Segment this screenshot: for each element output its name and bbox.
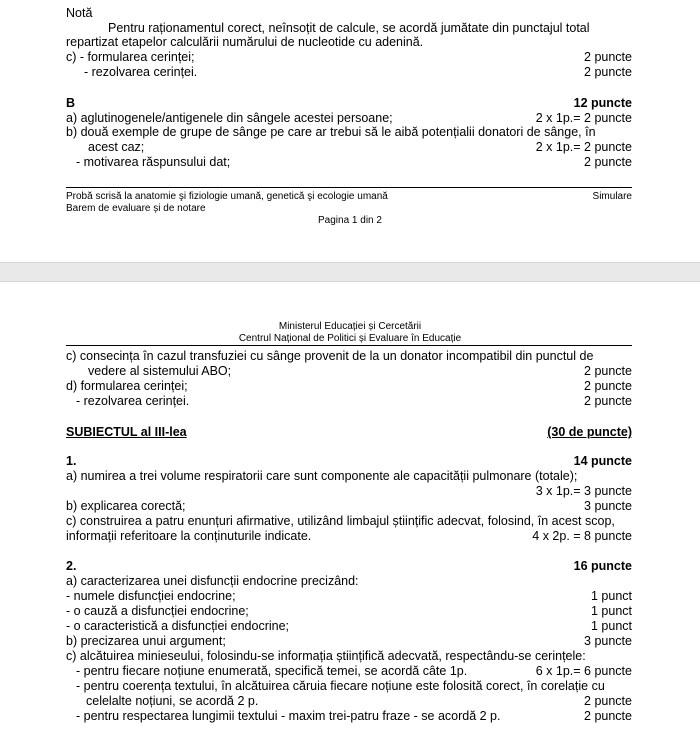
header-center: Centrul Național de Politici și Evaluare în Educație xyxy=(238,333,462,344)
nota-line-1: Pentru raționamentul corect, neînsoțit de calcule, se acordă jumătate din punctajul total xyxy=(108,21,590,35)
s1c-points: 4 x 2p. = 8 puncte xyxy=(532,529,632,543)
s1a-line: a) numirea a trei volume respiratorii care sunt componente ale capacității pulmonare (totale); xyxy=(66,469,578,483)
d-rezolvare-points: 2 puncte xyxy=(584,394,632,408)
s1-number: 1. xyxy=(66,454,77,468)
s2b-label: b) precizarea unui argument; xyxy=(66,634,226,648)
b-b-points: 2 x 1p.= 2 puncte xyxy=(535,140,632,154)
s1c-line-2: informații referitoare la conținuturile indicate. xyxy=(66,529,312,543)
s2c3-points: 2 puncte xyxy=(584,709,632,723)
s2a2-points: 1 punct xyxy=(590,604,632,618)
d-rezolvare-label: - rezolvarea cerinței. xyxy=(76,394,190,408)
footer-exam-title: Probă scrisă la anatomie şi fiziologie umană, genetică şi ecologie umană xyxy=(66,191,388,202)
c-consecinta-line-1: c) consecința în cazul transfuziei cu sânge provenit de la un donator incompatibil din punctul de xyxy=(66,349,594,363)
page-separator xyxy=(0,262,700,282)
header-divider xyxy=(66,345,632,346)
s2a3-label: - o caracteristică a disfuncției endocrine; xyxy=(66,619,290,633)
s2a3-points: 1 punct xyxy=(590,619,632,633)
nota-line-2: repartizat etapelor calculării numărului de nucleotide cu adenină. xyxy=(66,35,424,49)
b-b-line-2: acest caz; xyxy=(88,140,145,154)
s2c2-line-1: - pentru coerența textului, în alcătuirea căruia fiecare noțiune este folosită corect, în corelație cu xyxy=(76,679,605,693)
header-ministry: Ministerul Educației și Cercetării xyxy=(278,321,422,332)
d-formulare-label: d) formularea cerinței; xyxy=(66,379,188,393)
c-formulare-label: c) - formularea cerinței; xyxy=(66,50,195,64)
s2a1-label: - numele disfuncției endocrine; xyxy=(66,589,236,603)
b-b-line-1: b) două exemple de grupe de sânge pe care ar trebui să le aibă potențialii donatori de sânge, în xyxy=(66,125,596,139)
page-1 xyxy=(0,0,700,262)
motivare-label: - motivarea răspunsului dat; xyxy=(76,155,231,169)
s1b-label: b) explicarea corectă; xyxy=(66,499,186,513)
s2a2-label: - o cauză a disfuncției endocrine; xyxy=(66,604,249,618)
page-2 xyxy=(0,282,700,740)
d-formulare-points: 2 puncte xyxy=(584,379,632,393)
s2c2-points: 2 puncte xyxy=(584,694,632,708)
b-a-label: a) aglutinogenele/antigenele din sângele acestei persoane; xyxy=(66,111,393,125)
s2-number: 2. xyxy=(66,559,77,573)
footer-simulare: Simulare xyxy=(592,191,632,202)
s1-points: 14 puncte xyxy=(573,454,632,468)
subiect-title: SUBIECTUL al III-lea xyxy=(66,425,187,439)
motivare-points: 2 puncte xyxy=(584,155,632,169)
c-consecinta-points: 2 puncte xyxy=(584,364,632,378)
s2c1-label: - pentru fiecare noțiune enumerată, specifică temei, se acordă câte 1p. xyxy=(76,664,468,678)
c-rezolvare-points: 2 puncte xyxy=(584,65,632,79)
section-b-points: 12 puncte xyxy=(573,96,632,110)
s2a1-points: 1 punct xyxy=(590,589,632,603)
s2-points: 16 puncte xyxy=(573,559,632,573)
c-consecinta-line-2: vedere al sistemului ABO; xyxy=(88,364,232,378)
nota-title: Notă xyxy=(66,6,93,20)
s2c2-line-2: celelalte noțiuni, se acordă 2 p. xyxy=(86,694,259,708)
subiect-points: (30 de puncte) xyxy=(547,425,632,439)
page-number: Pagina 1 din 2 xyxy=(318,215,382,226)
s2c-line: c) alcătuirea minieseului, folosindu-se informația științifică adecvată, respectându-se cerințele: xyxy=(66,649,586,663)
s1b-points: 3 puncte xyxy=(584,499,632,513)
footer-barem: Barem de evaluare și de notare xyxy=(66,203,206,214)
b-a-points: 2 x 1p.= 2 puncte xyxy=(535,111,632,125)
footer-divider xyxy=(66,187,632,188)
s1a-points: 3 x 1p.= 3 puncte xyxy=(535,484,632,498)
s2a-line: a) caracterizarea unei disfuncții endocrine precizând: xyxy=(66,574,359,588)
s2c3-label: - pentru respectarea lungimii textului - maxim trei-patru fraze - se acordă 2 p. xyxy=(76,709,501,723)
section-b-title: B xyxy=(66,96,76,110)
s1c-line-1: c) construirea a patru enunțuri afirmative, utilizând limbajul științific adecvat, folosind, în acest scop, xyxy=(66,514,615,528)
s2c1-points: 6 x 1p.= 6 puncte xyxy=(535,664,632,678)
c-formulare-points: 2 puncte xyxy=(584,50,632,64)
s2b-points: 3 puncte xyxy=(584,634,632,648)
c-rezolvare-label: - rezolvarea cerinței. xyxy=(84,65,198,79)
